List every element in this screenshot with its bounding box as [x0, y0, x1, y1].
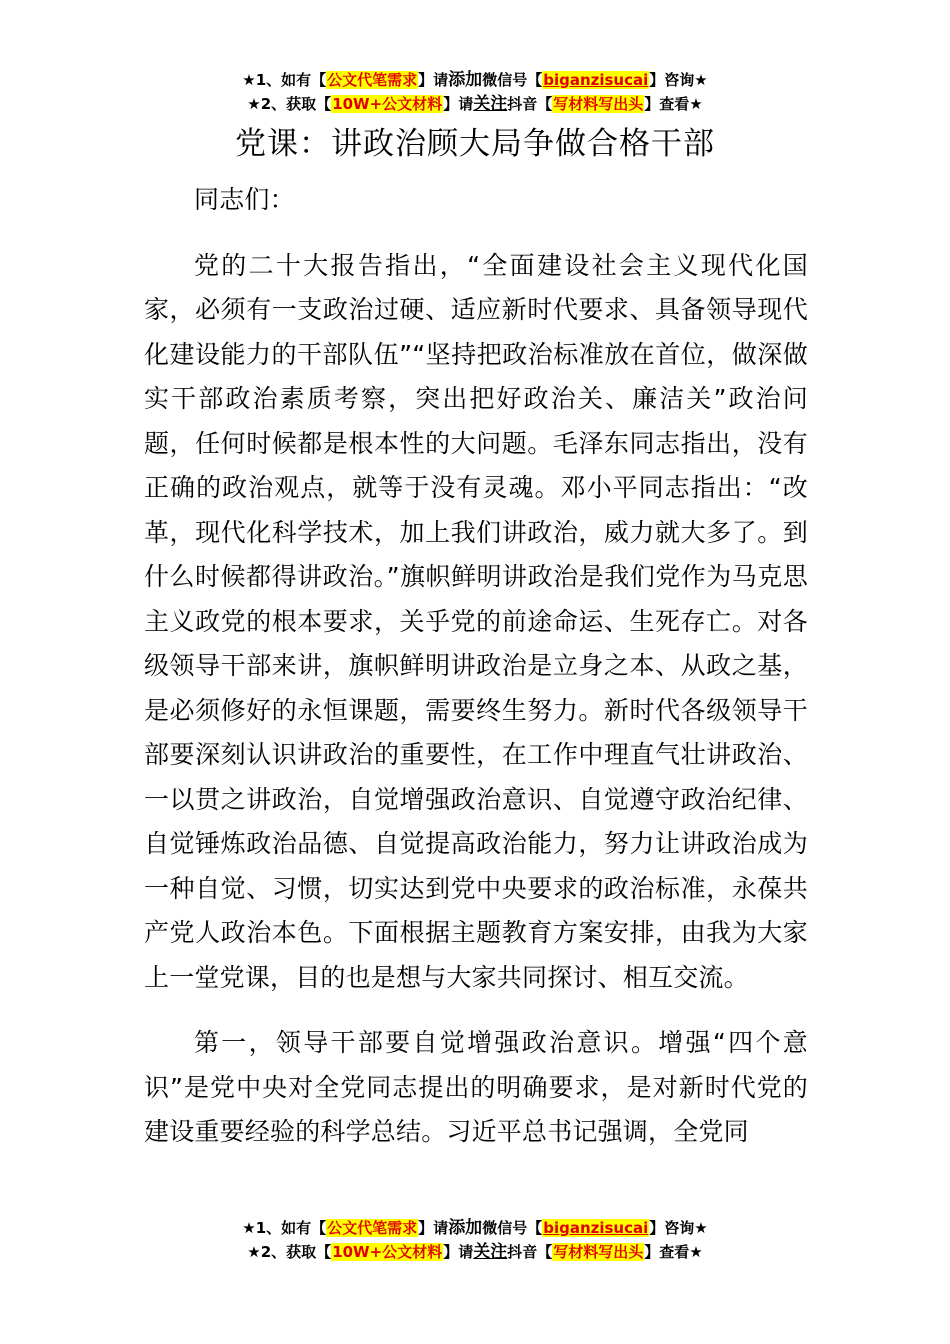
banner-text: 添加 [448, 70, 483, 90]
banner-text: 微信号【 [482, 1219, 543, 1237]
banner-line-1 [0, 1216, 950, 1240]
paragraph: 第一，领导干部要自觉增强政治意识。增强“四个意识”是党中央对全党同志提出的明确要求，是对新时代党的建设重要经验的科学总结。习近平总书记强调，全党同 [144, 1028, 808, 1146]
paragraph: 党的二十大报告指出，“全面建设社会主义现代化国家，必须有一支政治过硬、适应新时代要求、具备领导现代化建设能力的干部队伍”“坚持把政治标准放在首位，做深做实干部政治素质考察，突出把好政治关、廉洁关”政治问题，任何时候都是根本性的大问题。毛泽东同志指出，没有正确的政治观点，就等于没有灵魂。邓小平同志指出：“改革，现代化科学技术，加上我们讲政治，威力就大多了。到什么时候都得讲政治。”旗帜鲜明讲政治是我们党作为马克思主义政党的根本要求，关乎党的前途命运、生死存亡。对各级领导干部来讲，旗帜鲜明讲政治是立身之本、从政之基，是必须修好的永恒课题，需要终生努力。新时代各级领导干部要深刻认识讲政治的重要性，在工作中理直气壮讲政治、一以贯之讲政治，自觉增强政治意识、自觉遵守政治纪律、自觉锤炼政治品德、自觉提高政治能力，努力让讲政治成为一种自觉、习惯，切实达到党中央要求的政治标准，永葆共产党人政治本色。下面根据主题教育方案安排，由我为大家上一堂党课，目的也是想与大家共同探讨、相互交流。 [144, 250, 808, 992]
banner-text: 关注 [473, 94, 508, 114]
banner-text: 微信号【 [482, 71, 543, 89]
banner-text: 】查看★ [644, 1243, 703, 1261]
wechat-id-link[interactable]: biganzisucai [543, 71, 649, 89]
banner-line-2 [0, 1240, 950, 1264]
banner-text: 】请 [418, 1219, 449, 1237]
banner-text: 】请 [443, 95, 474, 113]
banner-text: ★2、获取【 [247, 1243, 332, 1261]
service-highlight: 公文代笔需求 [327, 71, 418, 89]
douyin-account-highlight: 写材料写出头 [553, 95, 644, 113]
banner-text: 】咨询★ [649, 1219, 708, 1237]
banner-text: 】请 [418, 71, 449, 89]
salutation: 同志们： [194, 185, 295, 214]
banner-text: 关注 [473, 1242, 508, 1262]
banner-text: 抖音【 [507, 1243, 553, 1261]
service-highlight: 公文代笔需求 [327, 1219, 418, 1237]
materials-highlight: 10W+公文材料 [332, 95, 443, 113]
footer-banner [0, 1216, 950, 1264]
banner-text: ★1、如有【 [242, 1219, 327, 1237]
banner-text: 】请 [443, 1243, 474, 1261]
materials-highlight: 10W+公文材料 [332, 1243, 443, 1261]
banner-text: 】咨询★ [649, 71, 708, 89]
banner-text: 添加 [448, 1218, 483, 1238]
banner-text: 】查看★ [644, 95, 703, 113]
document-body [144, 178, 808, 1155]
document-title: 党课：讲政治顾大局争做合格干部 [235, 126, 715, 162]
banner-text: ★1、如有【 [242, 71, 327, 89]
banner-line-2 [0, 92, 950, 116]
douyin-account-highlight: 写材料写出头 [553, 1243, 644, 1261]
banner-line-1 [0, 68, 950, 92]
banner-text: 抖音【 [507, 95, 553, 113]
wechat-id-link[interactable]: biganzisucai [543, 1219, 649, 1237]
banner-text: ★2、获取【 [247, 95, 332, 113]
header-banner [0, 68, 950, 116]
